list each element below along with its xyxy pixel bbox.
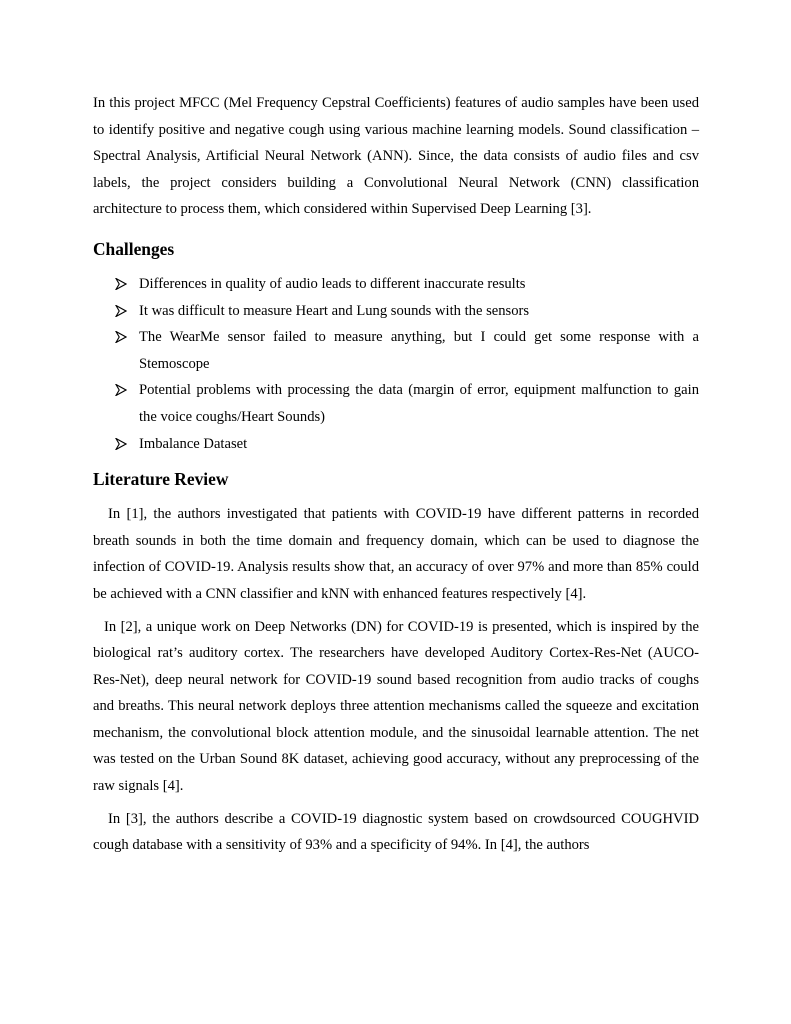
arrowhead-bullet-icon [115,438,127,450]
arrowhead-bullet-icon [115,305,127,317]
list-item-text: Imbalance Dataset [139,435,248,452]
literature-paragraph: In [2], a unique work on Deep Networks (DN) for COVID-19 is presented, which is inspired by the biological rat’s auditory cortex. The researchers have developed Auditory Cortex-Res-Net (AUCO-Res-Net), deep neural network for COVID-19 sound based recognition from audio tracks of coughs and breaths. This neural network deploys three attention mechanisms called the squeeze and excitation mechanism, the convolutional block attention module, and the sinusoidal learnable attention. The net was tested on the Urban Sound 8K dataset, achieving good accuracy, without any preprocessing of the raw signals [4]. [93,618,699,795]
list-item [115,298,699,325]
list-item-text: Differences in quality of audio leads to different inaccurate results [139,275,526,292]
list-item [115,431,699,458]
list-item-text: The WearMe sensor failed to measure anything, but I could get some response with a Stemoscope [139,329,699,372]
document-page [93,90,699,859]
list-item-text: Potential problems with processing the data (margin of error, equipment malfunction to gain the voice coughs/Heart Sounds) [139,382,699,425]
arrowhead-bullet-icon [115,278,127,290]
literature-paragraph: In [3], the authors describe a COVID-19 diagnostic system based on crowdsourced COUGHVID cough database with a sensitivity of 93% and a specificity of 94%. In [4], the authors [93,810,699,854]
list-item [115,271,699,298]
challenges-heading: Challenges [93,238,175,259]
challenges-list [93,271,699,457]
arrowhead-bullet-icon [115,331,127,343]
list-item [115,377,699,430]
intro-paragraph: In this project MFCC (Mel Frequency Cepstral Coefficients) features of audio samples have been used to identify positive and negative cough using various machine learning models. Sound classification – Spectral Analysis, Artificial Neural Network (ANN). Since, the data consists of audio files and csv labels, the project considers building a Convolutional Neural Network (CNN) classification architecture to process them, which considered within Supervised Deep Learning [3]. [93,95,699,218]
list-item-text: It was difficult to measure Heart and Lung sounds with the sensors [139,302,530,319]
literature-paragraph: In [1], the authors investigated that patients with COVID-19 have different patterns in recorded breath sounds in both the time domain and frequency domain, which can be used to diagnose the infection of COVID-19. Analysis results show that, an accuracy of over 97% and more than 85% could be achieved with a CNN classifier and kNN with enhanced features respectively [4]. [93,506,699,602]
arrowhead-bullet-icon [115,384,127,396]
literature-review-heading: Literature Review [93,469,229,490]
list-item [115,324,699,377]
